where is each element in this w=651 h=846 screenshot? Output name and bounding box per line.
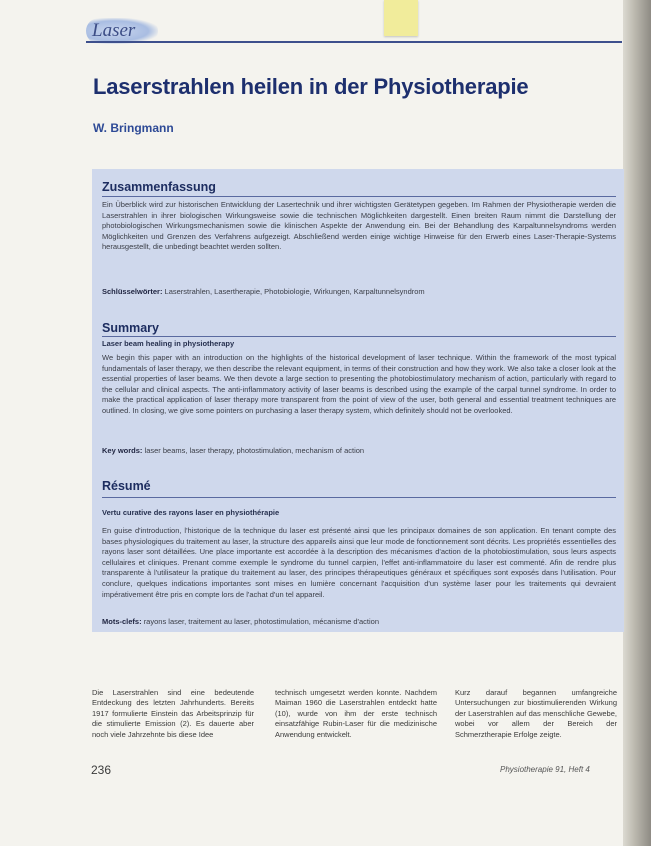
summary-subtitle: Laser beam healing in physiotherapy bbox=[102, 339, 235, 348]
body-column-1: Die Laserstrahlen sind eine bedeutende Entdeckung des letzten Jahrhunderts. Bereits 1917 formulierte Einstein das Arbeitsprinzip für die stimulierte Emission (2). Es dauerte aber noch viele Jahrzehnte bis diese Idee bbox=[92, 688, 254, 739]
page-edge-shadow bbox=[623, 0, 651, 846]
journal-reference: Physiotherapie 91, Heft 4 bbox=[500, 765, 590, 774]
resume-rule bbox=[102, 497, 616, 498]
article-title: Laserstrahlen heilen in der Physiotherapie bbox=[93, 74, 529, 99]
logo-text: Laser bbox=[92, 20, 136, 41]
body-column-3: Kurz darauf begannen umfangreiche Untersuchungen zur biostimulierenden Wirkung der Laserstrahlen auf das menschliche Gewebe, wobei vor allem der Bereich der Schmerztherapie Erfolge zeigte. bbox=[455, 688, 617, 739]
page-number: 236 bbox=[91, 763, 112, 777]
summary-keywords bbox=[102, 446, 616, 456]
zusammenfassung-text: Ein Überblick wird zur historischen Entwicklung der Lasertechnik und ihrer wichtigsten Gerätetypen gegeben. Im Rahmen der Physiotherapie werden die Laserstrahlen in ihrer biologischen Wirkungsweise sowie die technischen Möglichkeiten dargestellt. Einen breiten Raum nimmt die Darstellung der photobiologischen Wirkungsmechanismen sowie die klinischen Aspekte der Anwendung ein. Bei der Behandlung des Karpaltunnelsyndroms werden Möglichkeiten und Grenzen des Verfahrens aufgezeigt. Abschließend werden einige wichtige Hinweise für den Erwerb eines Laser-Therapie-Systems herausgestellt, die unbedingt beachtet werden sollten. bbox=[102, 200, 616, 252]
zusammenfassung-heading: Zusammenfassung bbox=[102, 180, 216, 194]
keywords-label-en: Key words: bbox=[102, 446, 143, 455]
zusammenfassung-rule bbox=[102, 196, 616, 197]
zusammenfassung-keywords bbox=[102, 287, 616, 297]
keywords-en: laser beams, laser therapy, photostimulation, mechanism of action bbox=[144, 446, 365, 455]
summary-heading: Summary bbox=[102, 321, 159, 335]
header-rule bbox=[86, 41, 622, 43]
resume-subtitle: Vertu curative des rayons laser en physiothérapie bbox=[102, 508, 280, 517]
keywords-label-fr: Mots-clefs: bbox=[102, 617, 142, 626]
summary-rule bbox=[102, 336, 616, 337]
sticky-note bbox=[384, 0, 418, 36]
keywords-fr: rayons laser, traitement au laser, photostimulation, mécanisme d'action bbox=[143, 617, 379, 626]
resume-keywords bbox=[102, 617, 616, 627]
body-column-2: technisch umgesetzt werden konnte. Nachdem Maiman 1960 die Laserstrahlen entdeckt hatte (10), wurde von ihm der erste technisch einsatzfähige Rubin-Laser für die medizinische Anwendung entwickelt. bbox=[275, 688, 437, 739]
summary-text: We begin this paper with an introduction on the highlights of the historical development of laser technique. Within the framework of the most typical fundamentals of laser therapy, we then describe the relevant equipment, in terms of their construction and how they work. We also take a closer look at the essential properties of laser beams. We then devote a large section to presenting the photobiostimulatory mechanism of action, particularly with regard to the cellular and clinical aspects. The anti-inflammatory activity of laser beams is described using the example of the carpal tunnel syndrome. In order to make the practical application of laser therapy more transparent from the point of view of the user, both general and essential treatment techniques are outlined. In closing, we give some pointers on purchasing a laser therapy system, which definitely should not be overlooked. bbox=[102, 353, 616, 415]
resume-heading: Résumé bbox=[102, 479, 151, 493]
keywords-label-de: Schlüsselwörter: bbox=[102, 287, 163, 296]
article-author: W. Bringmann bbox=[93, 121, 174, 135]
keywords-de: Laserstrahlen, Lasertherapie, Photobiologie, Wirkungen, Karpaltunnelsyndrom bbox=[164, 287, 425, 296]
resume-text: En guise d'introduction, l'historique de la technique du laser est présenté ainsi que les principaux domaines de son application. En tenant compte des bases physiologiques du traitement au laser, la structure des appareils ainsi que leur mode de fonctionnement sont décrits. Les propriétés essentielles des rayons laser sont détaillées. Une place importante est accordée à la description des mécanismes d'action de la photobiostimulation, sous leurs aspects cellulaires et cliniques. Prenant comme exemple le syndrome du tunnel carpien, l'effet anti-inflammatoire du laser est commenté. Afin de rendre plus transparente à l'utilisateur la pratique du traitement au laser, des principes thérapeutiques généraux et spécifiques sont exposés dans l'utilisation. Pour conclure, quelques indications importantes sont mises en lumière concernant l'acquisition d'un système laser pour les traitements qui devraient impérativement être pris en compte lors de l'achat d'un tel appareil. bbox=[102, 526, 616, 599]
